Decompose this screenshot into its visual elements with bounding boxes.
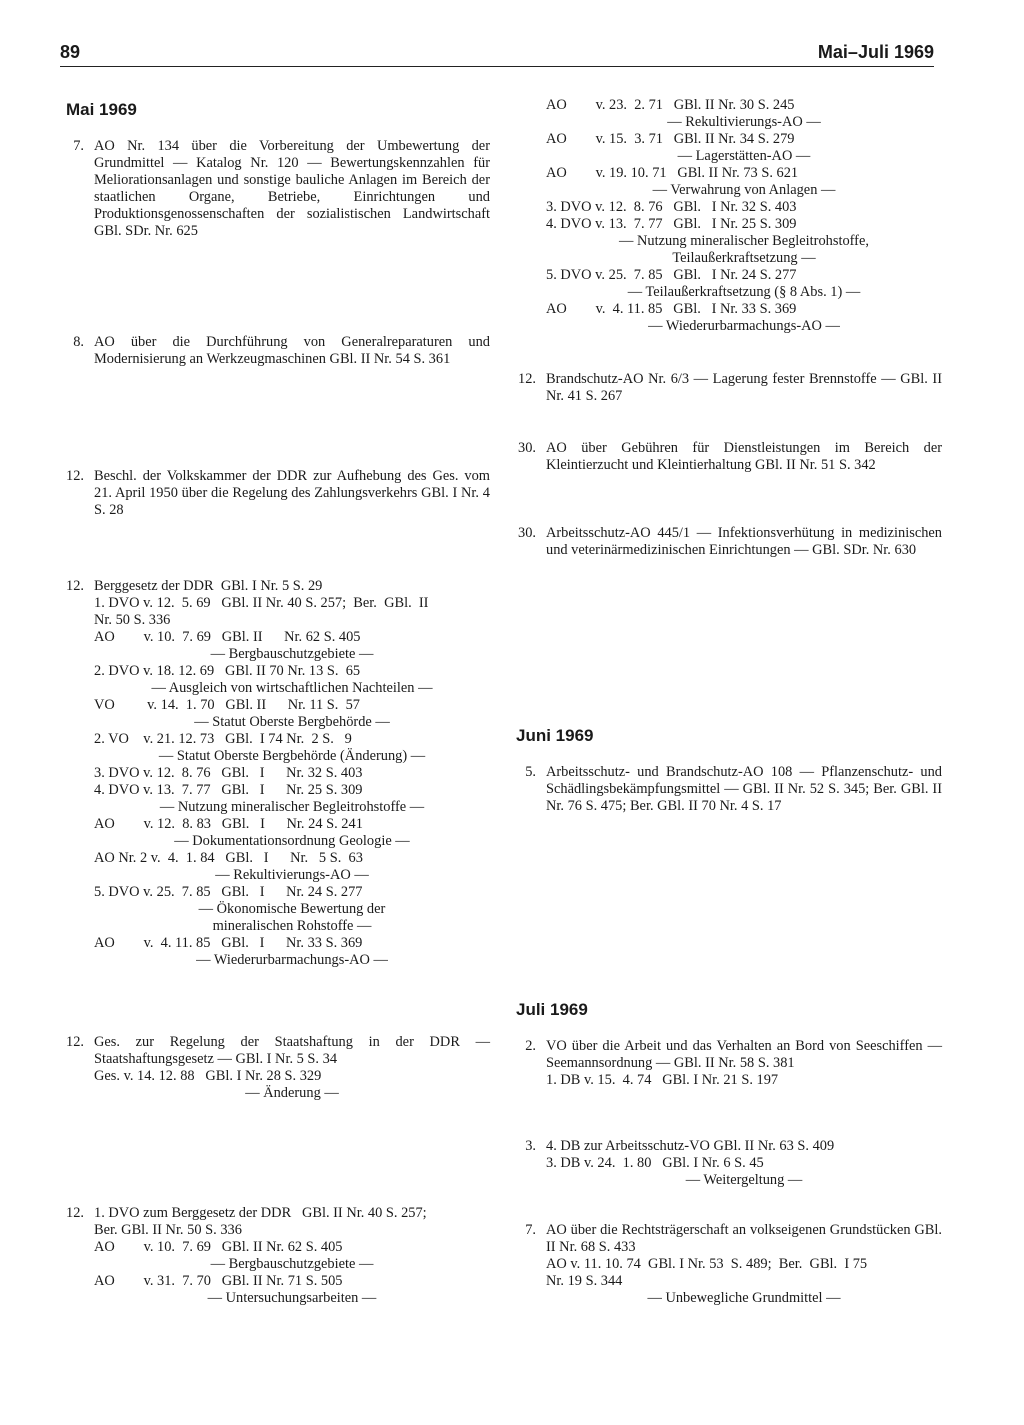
entry-line: 4. DVO v. 13. 7. 77 GBl. I Nr. 25 S. 309 (546, 216, 797, 232)
entry-mai-12-volkskammer (60, 468, 490, 519)
entry-number: 12. (66, 468, 84, 484)
entry-note: — Änderung — (245, 1085, 339, 1101)
entry-line: AO v. 10. 7. 69 GBl. II Nr. 62 S. 405 (94, 629, 361, 645)
entry-line: AO v. 19. 10. 71 GBl. II Nr. 73 S. 621 (546, 165, 799, 181)
section-heading-juli: Juli 1969 (516, 1000, 588, 1019)
entry-number: 12. (518, 371, 536, 387)
entry-note: — Rekultivierungs-AO — (667, 114, 821, 130)
entry-text: Arbeitsschutz-AO 445/1 — Infektionsverhütung in medizinischen und veterinärmedizinischen Einrichtungen — GBl. SDr. Nr. 630 (546, 525, 942, 558)
entry-note: — Statut Oberste Bergbehörde — (194, 714, 390, 730)
entry-mai-8 (60, 334, 490, 368)
entry-note: — Dokumentationsordnung Geologie — (174, 833, 410, 849)
entry-mai-30-arbeitsschutz (512, 525, 942, 559)
entry-line: 3. DVO v. 12. 8. 76 GBl. I Nr. 32 S. 403 (546, 199, 797, 215)
entry-line: AO v. 10. 7. 69 GBl. II Nr. 62 S. 405 (94, 1239, 343, 1255)
entry-note: — Nutzung mineralischer Begleitrohstoffe, (619, 233, 869, 249)
entry-number: 7. (525, 1222, 536, 1238)
entry-line: 5. DVO v. 25. 7. 85 GBl. I Nr. 24 S. 277 (94, 884, 363, 900)
section-heading-juni: Juni 1969 (516, 726, 594, 745)
entry-note: — Lagerstätten-AO — (677, 148, 811, 164)
entry-line: VO v. 14. 1. 70 GBl. II Nr. 11 S. 57 (94, 697, 360, 713)
entry-text: Beschl. der Volkskammer der DDR zur Aufhebung des Ges. vom 21. April 1950 über die Regelung des Zahlungsverkehrs GBl. I Nr. 4 S. 28 (94, 468, 490, 518)
entry-line: AO v. 15. 3. 71 GBl. II Nr. 34 S. 279 (546, 131, 795, 147)
entry-lines (94, 578, 490, 969)
entry-juli-2 (512, 1038, 942, 1089)
entry-line: 4. DVO v. 13. 7. 77 GBl. I Nr. 25 S. 309 (94, 782, 363, 798)
entry-note: — Weitergeltung — (685, 1172, 803, 1188)
entry-number: 3. (525, 1138, 536, 1154)
entry-number: 5. (525, 764, 536, 780)
entry-text: AO Nr. 134 über die Vorbereitung der Umbewertung der Grundmittel — Katalog Nr. 120 — Bewertungskennzahlen für Meliorationsanlagen und sonstige bauliche Anlagen im Bereich der staatlichen Organe, Betriebe, Einrichtungen und Produktionsgenossenschaften der sozialistischen Landwirtschaft GBl. SDr. Nr. 625 (94, 138, 490, 239)
entry-juni-5 (512, 764, 942, 815)
entry-line: AO Nr. 2 v. 4. 1. 84 GBl. I Nr. 5 S. 63 (94, 850, 363, 866)
entry-number: 30. (518, 525, 536, 541)
page-number: 89 (60, 42, 81, 62)
entry-number: 12. (66, 1205, 84, 1221)
entry-line: Berggesetz der DDR GBl. I Nr. 5 S. 29 (94, 578, 323, 594)
entry-line: Nr. 19 S. 344 (546, 1273, 623, 1289)
entry-text: AO über die Durchführung von Generalreparaturen und Modernisierung an Werkzeugmaschinen GBl. II Nr. 54 S. 361 (94, 334, 490, 367)
entry-text: 4. DB zur Arbeitsschutz-VO GBl. II Nr. 63 S. 409 (546, 1138, 835, 1154)
entry-note: — Wiederurbarmachungs-AO — (196, 952, 388, 968)
entry-number: 12. (66, 578, 84, 594)
entry-mai-12-dvo-berggesetz (60, 1205, 490, 1307)
entry-line: 3. DVO v. 12. 8. 76 GBl. I Nr. 32 S. 403 (94, 765, 363, 781)
entry-line: 1. DVO zum Berggesetz der DDR GBl. II Nr. 40 S. 257; (94, 1205, 427, 1221)
entry-note: — Verwahrung von Anlagen — (652, 182, 836, 198)
entry-number: 2. (525, 1038, 536, 1054)
entry-line: 2. DVO v. 18. 12. 69 GBl. II 70 Nr. 13 S. 65 (94, 663, 361, 679)
entry-mai-12-brandschutz (512, 371, 942, 405)
entry-mai-12-berggesetz (60, 578, 490, 969)
entry-note: — Unbewegliche Grundmittel — (647, 1290, 841, 1306)
entry-lines (94, 1205, 490, 1307)
entry-line: 1. DB v. 15. 4. 74 GBl. I Nr. 21 S. 197 (546, 1072, 779, 1088)
entry-mai-7 (60, 138, 490, 240)
entry-number: 12. (66, 1034, 84, 1050)
entry-note: — Nutzung mineralischer Begleitrohstoffe — (159, 799, 425, 815)
entry-line: AO v. 4. 11. 85 GBl. I Nr. 33 S. 369 (94, 935, 363, 951)
entry-number: 7. (73, 138, 84, 154)
entry-note: — Wiederurbarmachungs-AO — (648, 318, 840, 334)
entry-line: Nr. 50 S. 336 (94, 612, 171, 628)
entry-text: Brandschutz-AO Nr. 6/3 — Lagerung fester Brennstoffe — GBl. II Nr. 41 S. 267 (546, 371, 942, 404)
entry-text: Ges. zur Regelung der Staatshaftung in der DDR — Staatshaftungsgesetz — GBl. I Nr. 5 S. 34 (94, 1034, 490, 1067)
entry-note: — Ausgleich von wirtschaftlichen Nachteilen — (151, 680, 433, 696)
header-rule (60, 66, 934, 67)
entry-note: — Bergbauschutzgebiete — (210, 1256, 374, 1272)
entry-text: AO über Gebühren für Dienstleistungen im Bereich der Kleintierzucht und Kleintierhaltung GBl. II Nr. 51 S. 342 (546, 440, 942, 473)
entry-note: — Ökonomische Bewertung der (198, 901, 386, 917)
entry-line: AO v. 11. 10. 74 GBl. I Nr. 53 S. 489; Ber. GBl. I 75 (546, 1256, 868, 1272)
entry-note: — Rekultivierungs-AO — (215, 867, 369, 883)
entry-line: 3. DB v. 24. 1. 80 GBl. I Nr. 6 S. 45 (546, 1155, 764, 1171)
entry-mai-12-staatshaftung (60, 1034, 490, 1102)
entry-line: 2. VO v. 21. 12. 73 GBl. I 74 Nr. 2 S. 9 (94, 731, 352, 747)
entry-line: Ges. v. 14. 12. 88 GBl. I Nr. 28 S. 329 (94, 1068, 322, 1084)
entry-line: Ber. GBl. II Nr. 50 S. 336 (94, 1222, 242, 1238)
entry-note: — Bergbauschutzgebiete — (210, 646, 374, 662)
entry-note: — Statut Oberste Bergbehörde (Änderung) — (158, 748, 426, 764)
entry-line: 5. DVO v. 25. 7. 85 GBl. I Nr. 24 S. 277 (546, 267, 797, 283)
entry-note: — Untersuchungsarbeiten — (207, 1290, 377, 1306)
entry-line: AO v. 12. 8. 83 GBl. I Nr. 24 S. 241 (94, 816, 363, 832)
entry-text: AO über die Rechtsträgerschaft an volkseigenen Grundstücken GBl. II Nr. 68 S. 433 (546, 1222, 942, 1255)
entry-line: AO v. 23. 2. 71 GBl. II Nr. 30 S. 245 (546, 97, 795, 113)
entry-juli-7 (512, 1222, 942, 1307)
entry-text: VO über die Arbeit und das Verhalten an Bord von Seeschiffen — Seemannsordnung — GBl. II Nr. 58 S. 381 (546, 1038, 942, 1071)
section-heading-mai: Mai 1969 (66, 100, 137, 119)
entry-line: AO v. 4. 11. 85 GBl. I Nr. 33 S. 369 (546, 301, 797, 317)
entry-number: 8. (73, 334, 84, 350)
entry-note: — Teilaußerkraftsetzung (§ 8 Abs. 1) — (627, 284, 861, 300)
page-header-range: Mai–Juli 1969 (817, 42, 934, 62)
entry-mai-30-gebuehren (512, 440, 942, 474)
continued-entry-lines (512, 97, 942, 335)
entry-note: mineralischen Rohstoffe — (212, 918, 372, 934)
entry-number: 30. (518, 440, 536, 456)
entry-text: Arbeitsschutz- und Brandschutz-AO 108 — Pflanzenschutz- und Schädlingsbekämpfungsmittel — GBl. II Nr. 52 S. 345; Ber. GBl. II Nr. 76 S. 475; Ber. GBl. II 70 Nr. 4 S. 17 (546, 764, 942, 814)
entry-line: 1. DVO v. 12. 5. 69 GBl. II Nr. 40 S. 257; Ber. GBl. II (94, 595, 429, 611)
entry-line: AO v. 31. 7. 70 GBl. II Nr. 71 S. 505 (94, 1273, 343, 1289)
entry-lines (546, 97, 942, 335)
entry-note: Teilaußerkraftsetzung — (672, 250, 816, 266)
entry-juli-3 (512, 1138, 942, 1189)
